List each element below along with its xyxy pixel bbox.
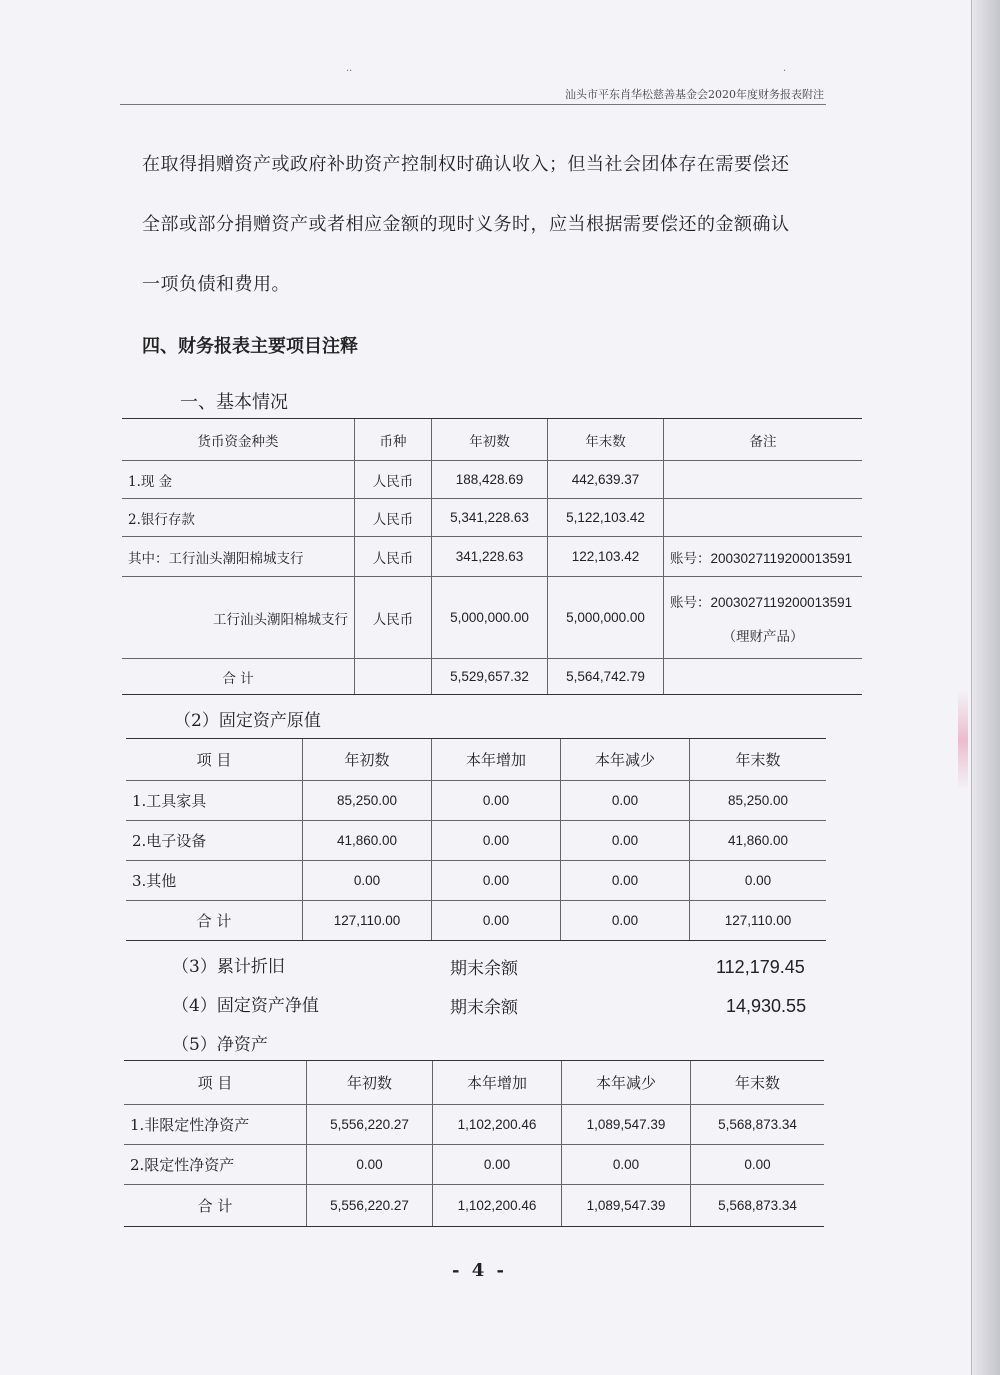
table-total-row [126, 901, 826, 941]
table-row [124, 1145, 824, 1185]
cell: 其中：工行汕头潮阳棉城支行 [122, 537, 355, 577]
cell: 人民币 [355, 499, 432, 537]
table-header-row [122, 419, 862, 461]
col-header: 本年增加 [432, 739, 561, 781]
cell: 0.00 [432, 821, 561, 861]
col-header: 本年增加 [433, 1061, 562, 1105]
col-header: 备注 [664, 419, 863, 461]
depreciation-label: 期末余额 [450, 959, 518, 979]
table-total-row [124, 1185, 824, 1227]
cell: 5,122,103.42 [548, 499, 664, 537]
cell: 账号：2003027119200013591 [664, 537, 863, 577]
depreciation-title: （3）累计折旧 [172, 957, 285, 977]
cell: 5,564,742.79 [548, 659, 664, 695]
cell: 41,860.00 [690, 821, 827, 861]
cell [664, 659, 863, 695]
intro-line-2: 全部或部分捐赠资产或者相应金额的现时义务时，应当根据需要偿还的金额确认 [142, 214, 790, 235]
cell: 127,110.00 [690, 901, 827, 941]
table-header-row [124, 1061, 824, 1105]
fixed-assets-table [126, 738, 826, 941]
cell: 2.银行存款 [122, 499, 355, 537]
intro-line-1: 在取得捐赠资产或政府补助资产控制权时确认收入；但当社会团体存在需要偿还 [142, 154, 790, 175]
cell: 2.限定性净资产 [124, 1145, 307, 1185]
page-edge [972, 0, 1000, 1375]
cell: 0.00 [303, 861, 432, 901]
cell: 5,568,873.34 [691, 1185, 825, 1227]
seal-trace [958, 690, 968, 790]
cell: 1,102,200.46 [433, 1105, 562, 1145]
table-row [126, 821, 826, 861]
cell: 85,250.00 [690, 781, 827, 821]
col-header: 年初数 [303, 739, 432, 781]
cell: 0.00 [432, 781, 561, 821]
net-fixed-title: （4）固定资产净值 [172, 996, 319, 1016]
cell: 41,860.00 [303, 821, 432, 861]
cell: 0.00 [432, 861, 561, 901]
page-edge-line [971, 0, 972, 1375]
col-header: 年末数 [691, 1061, 825, 1105]
cell: 0.00 [691, 1145, 825, 1185]
cell: 0.00 [561, 781, 690, 821]
col-header: 年末数 [548, 419, 664, 461]
col-header: 本年减少 [561, 739, 690, 781]
cell [664, 499, 863, 537]
table-header-row [126, 739, 826, 781]
cell: 5,000,000.00 [548, 577, 664, 659]
cell [355, 659, 432, 695]
table-row [126, 861, 826, 901]
fixed-assets-title: （2）固定资产原值 [174, 711, 321, 731]
cell: 127,110.00 [303, 901, 432, 941]
col-header: 币种 [355, 419, 432, 461]
scan-mark: · [783, 66, 787, 77]
cell: 1,089,547.39 [562, 1105, 691, 1145]
table-row [126, 781, 826, 821]
cell: 工行汕头潮阳棉城支行 [122, 577, 355, 659]
col-header: 本年减少 [562, 1061, 691, 1105]
cash-table [122, 418, 862, 695]
scan-mark: ·· [346, 66, 353, 77]
intro-line-3: 一项负债和费用。 [142, 274, 290, 295]
cell: 1.现 金 [122, 461, 355, 499]
depreciation-value: 112,179.45 [716, 957, 805, 977]
cell: 0.00 [561, 861, 690, 901]
net-fixed-label: 期末余额 [450, 998, 518, 1018]
cell: 188,428.69 [432, 461, 548, 499]
account-note-sub: （理财产品） [722, 628, 804, 645]
cell: 5,529,657.32 [432, 659, 548, 695]
cell: 1.工具家具 [126, 781, 303, 821]
cell: 0.00 [690, 861, 827, 901]
table-total-row [122, 659, 862, 695]
table-row [122, 461, 862, 499]
table-row [122, 499, 862, 537]
running-header: 汕头市平东肖华松慈善基金会2020年度财务报表附注 [565, 88, 824, 101]
cell: 0.00 [561, 821, 690, 861]
cell: 0.00 [562, 1145, 691, 1185]
cell: 人民币 [355, 577, 432, 659]
cell: 2.电子设备 [126, 821, 303, 861]
cell: 人民币 [355, 537, 432, 577]
col-header: 年初数 [432, 419, 548, 461]
cell: 0.00 [432, 901, 561, 941]
section-1-title: 一、基本情况 [180, 392, 288, 413]
cell: 5,568,873.34 [691, 1105, 825, 1145]
cell: 0.00 [307, 1145, 433, 1185]
table-row [124, 1105, 824, 1145]
col-header: 货币资金种类 [122, 419, 355, 461]
net-assets-title: （5）净资产 [172, 1035, 268, 1055]
cell: 5,000,000.00 [432, 577, 548, 659]
cell: 3.其他 [126, 861, 303, 901]
col-header: 年初数 [307, 1061, 433, 1105]
cell: 1.非限定性净资产 [124, 1105, 307, 1145]
table-row [122, 577, 862, 659]
header-rule [120, 104, 826, 105]
account-note: 账号：2003027119200013591 [670, 594, 853, 610]
cell: 5,556,220.27 [307, 1185, 433, 1227]
cell: 合 计 [124, 1185, 307, 1227]
cell: 合 计 [122, 659, 355, 695]
col-header: 年末数 [690, 739, 827, 781]
cell: 122,103.42 [548, 537, 664, 577]
cell: 341,228.63 [432, 537, 548, 577]
page-number: - 4 - [452, 1260, 507, 1281]
cell: 合 计 [126, 901, 303, 941]
cell: 5,556,220.27 [307, 1105, 433, 1145]
cell: 1,102,200.46 [433, 1185, 562, 1227]
table-row [122, 537, 862, 577]
col-header: 项 目 [126, 739, 303, 781]
cell: 442,639.37 [548, 461, 664, 499]
col-header: 项 目 [124, 1061, 307, 1105]
cell: 1,089,547.39 [562, 1185, 691, 1227]
cell: 0.00 [433, 1145, 562, 1185]
net-assets-table [124, 1060, 824, 1227]
section-4-title: 四、财务报表主要项目注释 [142, 336, 358, 357]
cell: 85,250.00 [303, 781, 432, 821]
cell: 5,341,228.63 [432, 499, 548, 537]
cell: 人民币 [355, 461, 432, 499]
cell: 0.00 [561, 901, 690, 941]
cell [664, 577, 863, 659]
net-fixed-value: 14,930.55 [726, 996, 807, 1016]
cell [664, 461, 863, 499]
